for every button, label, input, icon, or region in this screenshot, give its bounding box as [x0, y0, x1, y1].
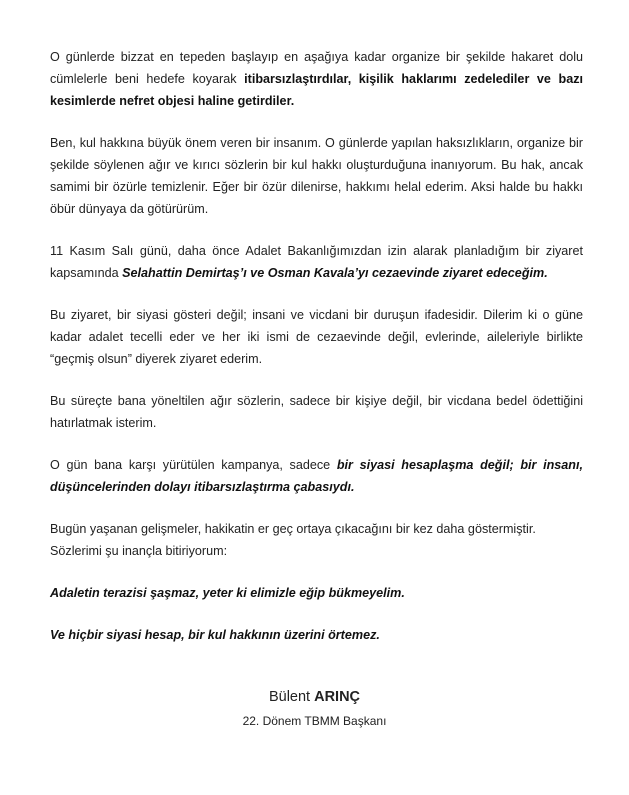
paragraph-5	[50, 390, 583, 434]
paragraph-1-bold-text: itibarsızlaştırdılar, kişilik haklarımı zedelediler ve bazı kesimlerde nefret objesi haline getirdiler.	[50, 72, 583, 108]
paragraph-1-text: O günlerde bizzat en tepeden başlayıp en aşağıya kadar organize bir şekilde hakaret dolu cümlelerle beni hedefe koyarak	[50, 50, 583, 86]
closing-quote-2: Ve hiçbir siyasi hesap, bir kul hakkının üzerini örtemez.	[50, 628, 380, 642]
paragraph-6-bold-italic-text: bir siyasi hesaplaşma değil; bir insanı, düşüncelerinden dolayı itibarsızlaştırma çabasıydı.	[50, 458, 583, 494]
paragraph-7-line-1: Bugün yaşanan gelişmeler, hakikatin er geç ortaya çıkacağını bir kez daha göstermiştir.	[50, 522, 536, 536]
paragraph-6	[50, 454, 583, 498]
paragraph-5-text: Bu süreçte bana yöneltilen ağır sözlerin, sadece bir kişiye değil, bir vicdana bedel ödettiğini hatırlatmak isterim.	[50, 394, 583, 430]
closing-quote-1: Adaletin terazisi şaşmaz, yeter ki elimizle eğip bükmeyelim.	[50, 586, 405, 600]
paragraph-2	[50, 132, 583, 220]
paragraph-6-text: O gün bana karşı yürütülen kampanya, sadece	[50, 458, 337, 472]
signature-first-name: Bülent	[268, 689, 311, 705]
paragraph-4-text: Bu ziyaret, bir siyasi gösteri değil; insani ve vicdani bir duruşun ifadesidir. Dilerim ki o güne kadar adalet tecelli eder ve her iki ismi de cezaevinde değil, evlerinde, aileleriyle birlikte “geçmiş olsun” diyerek ziyaret ederim.	[50, 308, 583, 366]
paragraph-3	[50, 240, 583, 284]
paragraph-4	[50, 304, 583, 370]
signature-name	[0, 686, 629, 708]
signature-block	[0, 686, 629, 732]
paragraph-3-text: 11 Kasım Salı günü, daha önce Adalet Bakanlığımızdan izin alarak planladığım bir ziyaret kapsamında	[50, 244, 583, 280]
paragraph-7	[50, 518, 583, 562]
signature-title: 22. Dönem TBMM Başkanı	[242, 714, 387, 728]
paragraph-1	[50, 46, 583, 112]
paragraph-3-bold-italic-text: Selahattin Demirtaş’ı ve Osman Kavala’yı cezaevinde ziyaret edeceğim.	[122, 266, 548, 280]
paragraph-7-line-2: Sözlerimi şu inançla bitiriyorum:	[50, 544, 228, 558]
signature-surname: ARINÇ	[314, 689, 361, 705]
paragraph-2-text: Ben, kul hakkına büyük önem veren bir insanım. O günlerde yapılan haksızlıkların, organize bir şekilde söylenen ağır ve kırıcı sözlerin bir kul hakkı oluşturduğuna inanıyorum. Bu hak, ancak samimi bir özürle temizlenir. Eğer bir özür dilenirse, hakkımı helal ederim. Aksi halde bu hakkı öbür dünyaya da götürürüm.	[50, 136, 583, 216]
statement-document	[50, 46, 583, 666]
